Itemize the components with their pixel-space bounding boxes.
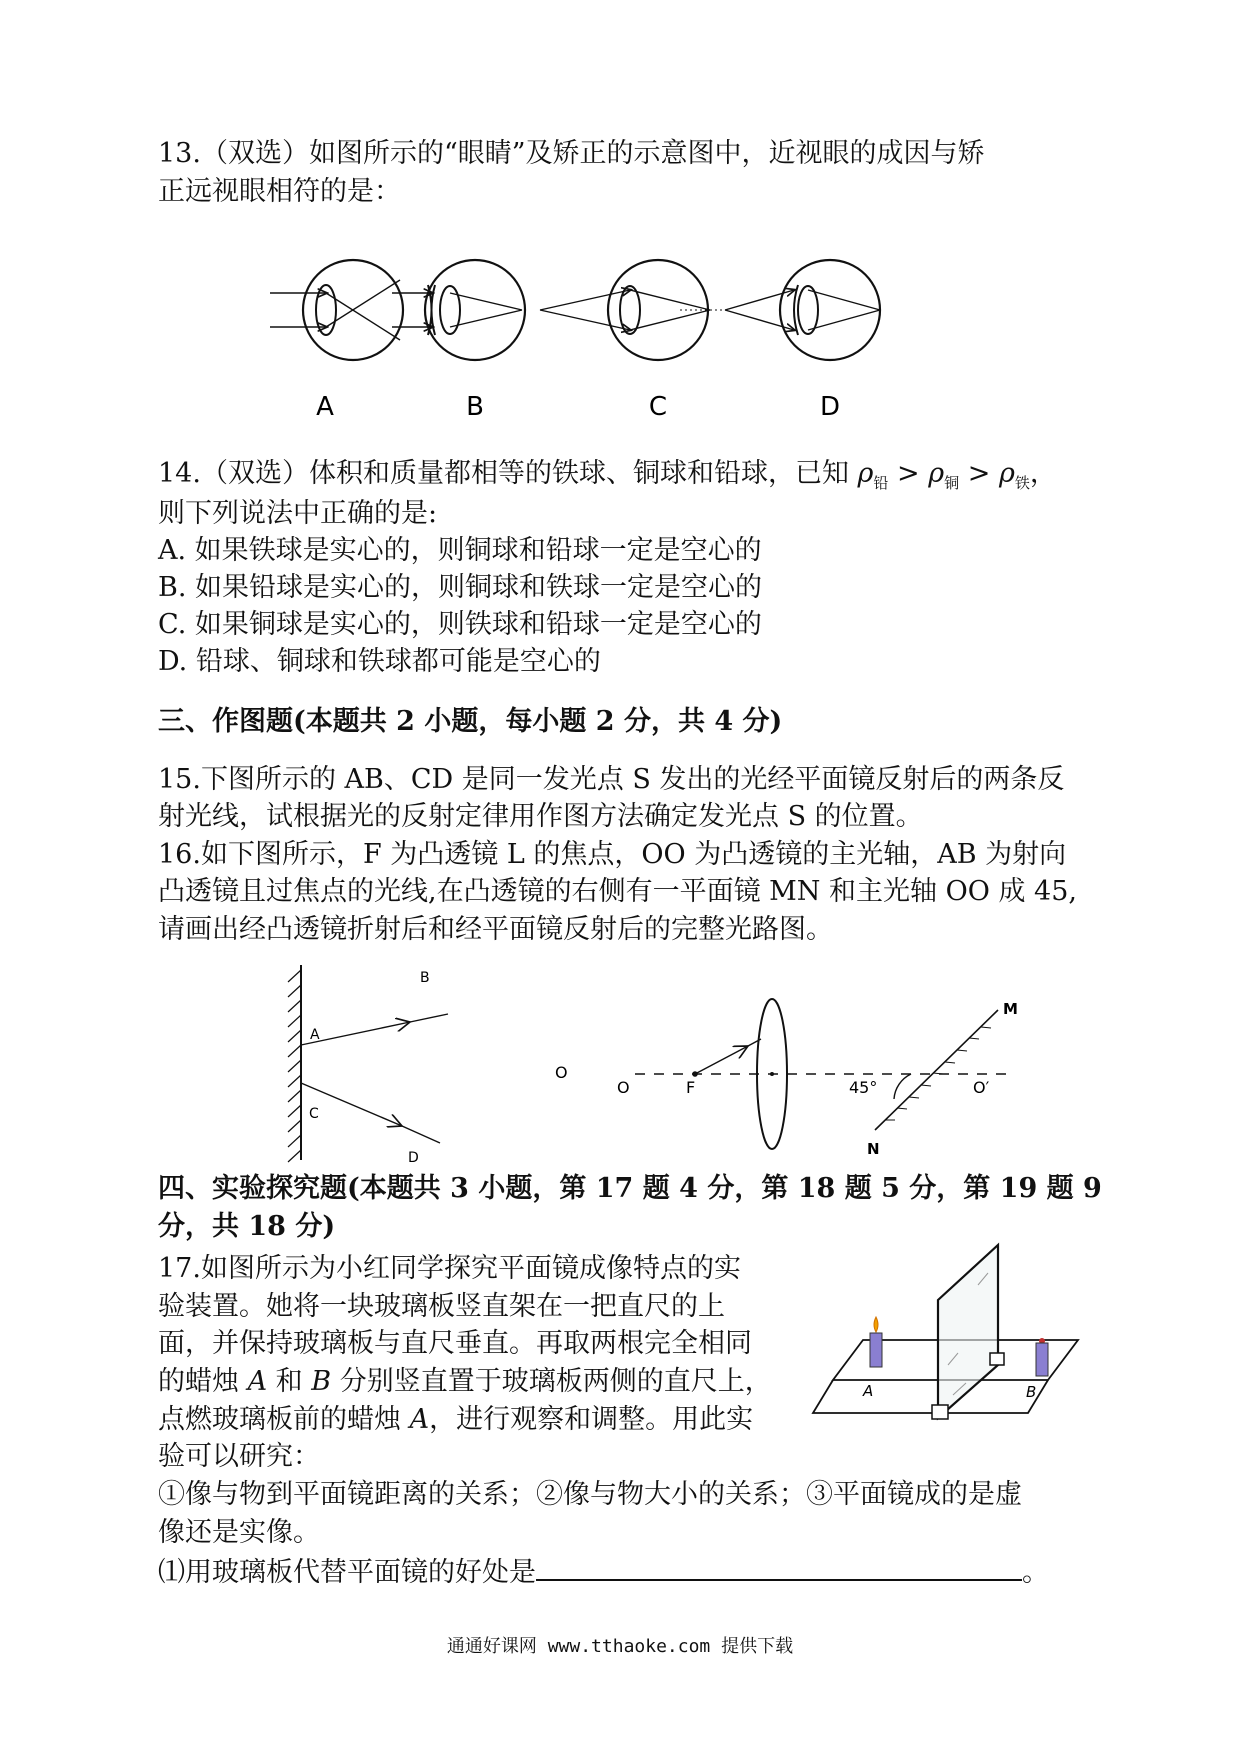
q14-option-b: B. 如果铅球是实心的，则铜球和铁球一定是空心的: [158, 572, 763, 603]
q17-line4-part3: 分别竖直置于玻璃板两侧的直尺上，: [331, 1366, 772, 1397]
plate-support-back: [990, 1353, 1004, 1365]
q13-text-line1: 13.（双选）如图所示的“眼睛”及矫正的示意图中，近视眼的成因与矫: [158, 138, 985, 169]
candle-a-ref: A: [247, 1366, 268, 1397]
rho-symbol: ρ: [857, 458, 874, 489]
rho-sub-lead: 铅: [873, 474, 889, 492]
q16-text-line2: 凸透镜且过焦点的光线,在凸透镜的右侧有一平面镜 MN 和主光轴 OO 成 45,: [158, 876, 1077, 907]
angle-arc: [894, 1074, 911, 1099]
eye-label-b: B: [466, 392, 484, 422]
section-4-heading-line2: 分，共 18 分): [158, 1211, 336, 1242]
q17-text-line1: 17.如图所示为小红同学探究平面镜成像特点的实: [158, 1253, 741, 1284]
gt-symbol: >: [897, 458, 920, 489]
eye-a: [270, 260, 403, 360]
point-c-label: C: [309, 1106, 319, 1122]
q17-text-line2: 验装置。她将一块玻璃板竖直架在一把直尺的上: [158, 1291, 725, 1322]
point-a-label: A: [310, 1027, 320, 1043]
q14-option-d: D. 铅球、铜球和铁球都可能是空心的: [158, 646, 601, 677]
q16-text-line1: 16.如下图所示，F 为凸透镜 L 的焦点，OO 为凸透镜的主光轴，AB 为射向: [158, 839, 1067, 870]
ray-ab: [410, 1014, 448, 1022]
q17-question-1: [158, 1557, 1049, 1586]
gt-symbol: >: [967, 458, 991, 489]
candle-a-ref: A: [409, 1404, 430, 1435]
candle-b-ref: B: [311, 1366, 332, 1397]
q17-text-line4: [158, 1368, 772, 1395]
q17-line4-part2: 和: [267, 1366, 312, 1397]
rho-sub-copper: 铜: [944, 474, 960, 492]
q14-line1-suffix: ，: [1029, 458, 1057, 489]
q15-text-line2: 射光线，试根据光的反射定律用作图方法确定发光点 S 的位置。: [158, 801, 923, 832]
q17-line5-part2: ，进行观察和调整。用此实: [429, 1404, 754, 1435]
mirror-reflection-figure: [280, 960, 470, 1170]
rho-sub-iron: 铁: [1014, 474, 1030, 492]
plate-support-front: [932, 1405, 948, 1419]
q17-q1-end: 。: [1022, 1557, 1049, 1588]
candle-b: [1036, 1338, 1048, 1376]
eye-c: [540, 260, 725, 360]
mirror-m-label: M: [1003, 1000, 1018, 1018]
q16-text-line3: 请画出经凸透镜折射后和经平面镜反射后的完整光路图。: [158, 914, 833, 945]
q13-text-line2: 正远视眼相符的是：: [158, 176, 401, 207]
q14-text-line1: [158, 458, 1057, 492]
q17-line5-part1: 点燃玻璃板前的蜡烛: [158, 1404, 410, 1435]
mirror-hatching: [288, 970, 301, 1162]
page-footer: 通通好课网 www.tthaoke.com 提供下载: [446, 1636, 794, 1657]
candle-a: [870, 1317, 882, 1367]
point-d-label: D: [408, 1150, 419, 1166]
mirror-mn-hatching: [885, 1027, 991, 1120]
q14-option-c: C. 如果铜球是实心的，则铁球和铅球一定是空心的: [158, 609, 762, 640]
section-3-heading: 三、作图题(本题共 2 小题，每小题 2 分，共 4 分): [158, 706, 783, 737]
answer-blank[interactable]: [536, 1557, 1022, 1581]
axis-o-label-left: O: [617, 1078, 630, 1097]
q17-line4-part1: 的蜡烛: [158, 1366, 248, 1397]
plane-mirror-experiment-figure: [808, 1245, 1108, 1435]
ray-ab-arrow: [695, 1046, 748, 1074]
q17-text-line7: ①像与物到平面镜距离的关系；②像与物大小的关系；③平面镜成的是虚: [158, 1479, 1022, 1510]
section-4-heading-line1: 四、实验探究题(本题共 3 小题，第 17 题 4 分，第 18 题 5 分，第 19 题 9: [158, 1173, 1102, 1204]
ray-cd: [402, 1126, 440, 1143]
q17-text-line3: 面，并保持玻璃板与直尺垂直。再取两根完全相同: [158, 1328, 752, 1359]
ruler-lower: [813, 1380, 1048, 1413]
plane-mirror-mn: [875, 1010, 998, 1130]
mirror-n-label: N: [867, 1140, 880, 1158]
q14-line1-prefix: 14.（双选）体积和质量都相等的铁球、铜球和铅球，已知: [158, 458, 849, 489]
axis-o-label: O: [555, 1063, 568, 1082]
eye-diagrams-figure: [270, 255, 1000, 435]
q17-text-line8: 像还是实像。: [158, 1517, 320, 1548]
q15-text-line1: 15.下图所示的 AB、CD 是同一发光点 S 发出的光经平面镜反射后的两条反: [158, 764, 1065, 795]
q17-q1-text: ⑴用玻璃板代替平面镜的好处是: [158, 1557, 536, 1588]
figure-label-a: A: [863, 1382, 874, 1400]
lens-mirror-figure: [555, 990, 1035, 1160]
q17-text-line6: 验可以研究：: [158, 1441, 320, 1472]
q14-option-a: A. 如果铁球是实心的，则铜球和铅球一定是空心的: [158, 535, 762, 566]
eye-d: [725, 260, 880, 360]
eye-label-d: D: [819, 392, 841, 422]
rho-symbol: ρ: [998, 458, 1015, 489]
eye-b: [392, 260, 525, 360]
eye-label-a: A: [316, 392, 334, 422]
lens-center: [770, 1072, 774, 1076]
glass-plate: [938, 1245, 998, 1418]
rho-symbol: ρ: [928, 458, 945, 489]
angle-45-label: 45°: [849, 1078, 878, 1097]
focus-f-label: F: [686, 1078, 696, 1097]
point-b-label: B: [420, 970, 430, 986]
q17-text-line5: [158, 1406, 753, 1433]
figure-label-b: B: [1026, 1383, 1037, 1401]
axis-o-prime-label: O′: [973, 1078, 990, 1097]
eye-label-c: C: [648, 392, 668, 422]
q14-text-line2: 则下列说法中正确的是:: [158, 498, 438, 529]
